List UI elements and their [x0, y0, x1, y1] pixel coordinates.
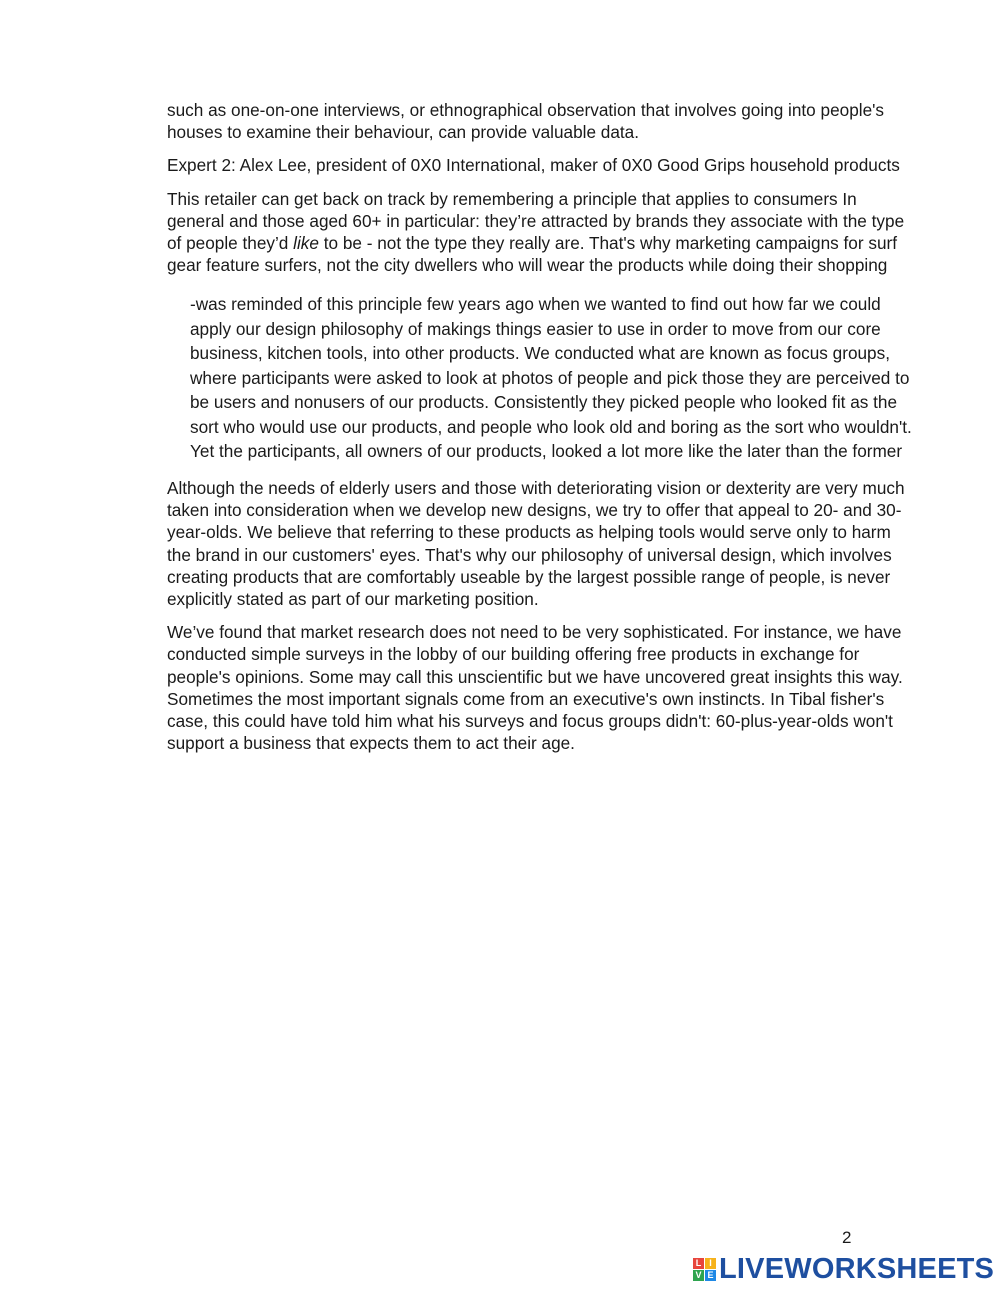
paragraph-1: such as one-on-one interviews, or ethnographical observation that involves going into people's houses to examine their behaviour, can provide valuable data. [167, 100, 885, 143]
page-number: 2 [842, 1228, 852, 1247]
logo-tile-l: L [693, 1258, 704, 1269]
logo-tile-i: I [705, 1258, 716, 1269]
liveworksheets-logo[interactable] [693, 1253, 994, 1286]
paragraph-3-text-a: This retailer can get back on track by remembering a principle that applies to consumers In general and those aged 60+ in particular: they’re attracted by brands they associate with the type of people they’d [167, 188, 905, 254]
paragraph-3 [167, 188, 915, 277]
document-page [167, 99, 915, 765]
paragraph-6: We’ve found that market research does not need to be very sophisticated. For instance, we have conducted simple surveys in the lobby of our building offering free products in exchange for people's opinions. Some may call this unscientific but we have uncovered great insights this way. Sometimes the most important signals come from an executive's own instincts. In Tibal fisher's case, this could have told him what his surveys and focus groups didn't: 60-plus-year-olds won't support a business that expects them to act their age. [167, 622, 903, 754]
indented-paragraph: -was reminded of this principle few years ago when we wanted to find out how far we could apply our design philosophy of makings things easier to use in order to move from our core business, kitchen tools, into other products. We conducted what are known as focus groups, where participants were asked to look at photos of people and pick those they are perceived to be users and nonusers of our products. Consistently they picked people who looked fit as the sort who would use our products, and people who look old and boring as the sort who wouldn't. Yet the participants, all owners of our products, looked a lot more like the later than the former [190, 294, 912, 462]
paragraph-3-text-b: to be - not the type they really are. That's why marketing campaigns for surf gear feature surfers, not the city dwellers who will wear the products while doing their shopping [167, 233, 898, 276]
liveworksheets-brand-text: LIVEWORKSHEETS [719, 1253, 995, 1285]
logo-tile-e: E [705, 1270, 716, 1281]
paragraph-3-italic: like [293, 233, 319, 254]
logo-tile-v: V [693, 1270, 704, 1281]
expert-heading: Expert 2: Alex Lee, president of 0X0 International, maker of 0X0 Good Grips household products [167, 155, 900, 176]
liveworksheets-logo-icon [693, 1258, 716, 1281]
paragraph-5: Although the needs of elderly users and those with deteriorating vision or dexterity are very much taken into consideration when we develop new designs, we try to offer that appeal to 20- and 30-year-olds. We believe that referring to these products as helping tools would serve only to harm the brand in our customers' eyes. That's why our philosophy of universal design, which involves creating products that are comfortably useable by the largest possible range of people, is never explicitly stated as part of our marketing position. [167, 477, 905, 609]
